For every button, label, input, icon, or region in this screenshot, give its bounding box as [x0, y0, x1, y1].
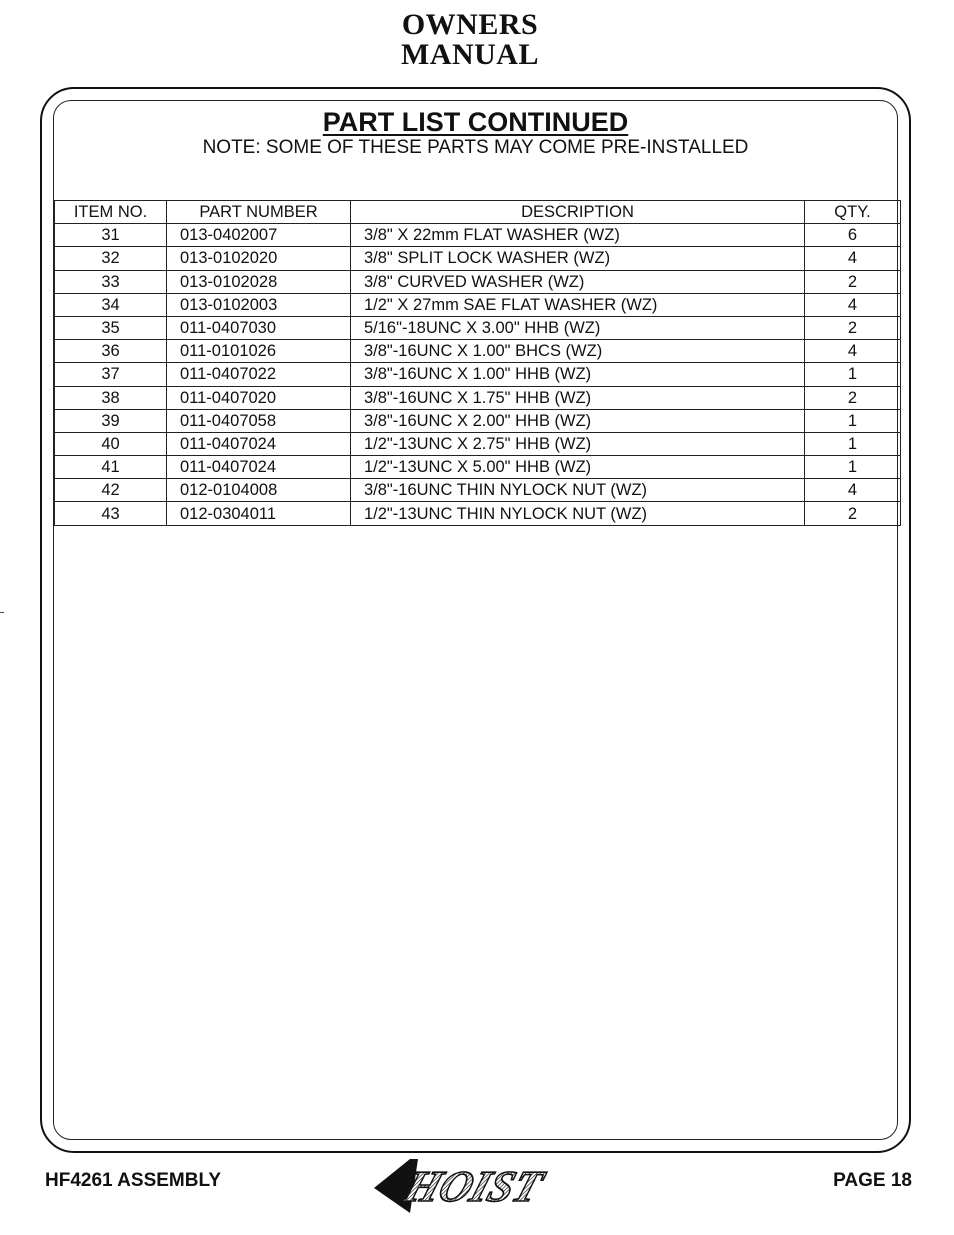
cell-item-no: 34 [55, 293, 167, 316]
cell-description: 3/8" X 22mm FLAT WASHER (WZ) [351, 224, 805, 247]
cell-item-no: 38 [55, 386, 167, 409]
cell-description: 3/8"-16UNC X 1.00" BHCS (WZ) [351, 340, 805, 363]
cell-qty: 4 [805, 247, 901, 270]
table-row [55, 456, 901, 479]
table-header-row [55, 201, 901, 224]
cell-qty: 1 [805, 432, 901, 455]
cell-item-no: 31 [55, 224, 167, 247]
cell-part-number: 011-0407024 [167, 432, 351, 455]
cell-description: 3/8"-16UNC THIN NYLOCK NUT (WZ) [351, 479, 805, 502]
logo-wordmark: HOIST [398, 1162, 549, 1211]
table-body [55, 224, 901, 525]
header-part-number: PART NUMBER [167, 201, 351, 224]
section-title: PART LIST CONTINUED [322, 107, 629, 137]
table-row [55, 270, 901, 293]
cell-qty: 2 [805, 502, 901, 525]
cell-item-no: 32 [55, 247, 167, 270]
table-row [55, 224, 901, 247]
cell-part-number: 013-0402007 [167, 224, 351, 247]
cell-part-number: 013-0102028 [167, 270, 351, 293]
cell-item-no: 42 [55, 479, 167, 502]
cell-part-number: 013-0102020 [167, 247, 351, 270]
parts-table [54, 200, 901, 526]
header-qty: QTY. [805, 201, 901, 224]
cell-part-number: 011-0407024 [167, 456, 351, 479]
table-row [55, 409, 901, 432]
cell-description: 3/8" CURVED WASHER (WZ) [351, 270, 805, 293]
cell-description: 3/8"-16UNC X 2.00" HHB (WZ) [351, 409, 805, 432]
cell-item-no: 39 [55, 409, 167, 432]
cell-part-number: 011-0407058 [167, 409, 351, 432]
cell-description: 3/8" SPLIT LOCK WASHER (WZ) [351, 247, 805, 270]
cell-description: 3/8"-16UNC X 1.00" HHB (WZ) [351, 363, 805, 386]
cell-description: 5/16"-18UNC X 3.00" HHB (WZ) [351, 316, 805, 339]
cell-description: 1/2"-13UNC X 2.75" HHB (WZ) [351, 432, 805, 455]
cell-qty: 1 [805, 456, 901, 479]
table-row [55, 432, 901, 455]
cell-part-number: 011-0407030 [167, 316, 351, 339]
cell-qty: 2 [805, 386, 901, 409]
cell-qty: 4 [805, 340, 901, 363]
cell-qty: 6 [805, 224, 901, 247]
cell-qty: 2 [805, 270, 901, 293]
cell-description: 1/2"-13UNC X 5.00" HHB (WZ) [351, 456, 805, 479]
cell-item-no: 43 [55, 502, 167, 525]
cell-qty: 4 [805, 293, 901, 316]
cell-item-no: 41 [55, 456, 167, 479]
cell-item-no: 37 [55, 363, 167, 386]
table-row [55, 316, 901, 339]
cell-part-number: 012-0104008 [167, 479, 351, 502]
cell-item-no: 36 [55, 340, 167, 363]
cell-part-number: 013-0102003 [167, 293, 351, 316]
cell-description: 1/2"-13UNC THIN NYLOCK NUT (WZ) [351, 502, 805, 525]
scan-mark [0, 612, 4, 613]
table-row [55, 340, 901, 363]
cell-qty: 2 [805, 316, 901, 339]
cell-description: 3/8"-16UNC X 1.75" HHB (WZ) [351, 386, 805, 409]
header-item-no: ITEM NO. [55, 201, 167, 224]
cell-item-no: 33 [55, 270, 167, 293]
cell-part-number: 012-0304011 [167, 502, 351, 525]
header-description: DESCRIPTION [351, 201, 805, 224]
cell-part-number: 011-0407022 [167, 363, 351, 386]
table-row [55, 363, 901, 386]
cell-item-no: 35 [55, 316, 167, 339]
cell-part-number: 011-0101026 [167, 340, 351, 363]
table-row [55, 293, 901, 316]
footer-page-number: PAGE 18 [833, 1170, 912, 1191]
manual-title-line2: MANUAL [401, 38, 539, 71]
cell-description: 1/2" X 27mm SAE FLAT WASHER (WZ) [351, 293, 805, 316]
cell-qty: 1 [805, 409, 901, 432]
cell-qty: 1 [805, 363, 901, 386]
table-row [55, 502, 901, 525]
manual-title [0, 10, 940, 70]
hoist-logo [372, 1155, 584, 1217]
cell-item-no: 40 [55, 432, 167, 455]
cell-qty: 4 [805, 479, 901, 502]
manual-title-line1: OWNERS [401, 8, 539, 41]
table-row [55, 479, 901, 502]
table-row [55, 247, 901, 270]
footer-assembly-label: HF4261 ASSEMBLY [45, 1170, 221, 1191]
cell-part-number: 011-0407020 [167, 386, 351, 409]
section-note: NOTE: SOME OF THESE PARTS MAY COME PRE-INSTALLED [202, 137, 749, 158]
table-row [55, 386, 901, 409]
